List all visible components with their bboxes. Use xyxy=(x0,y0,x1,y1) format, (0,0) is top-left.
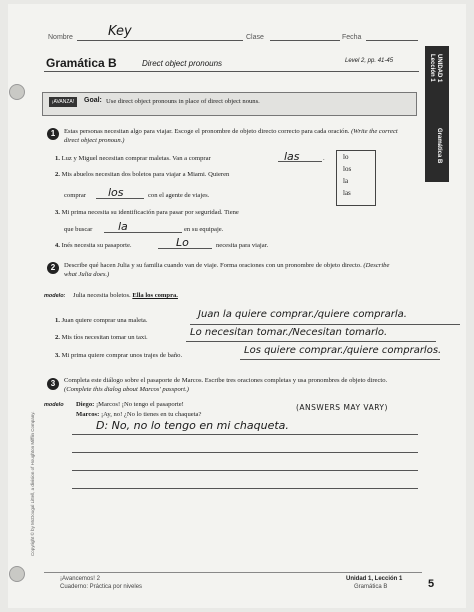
s1-item-2-number: 2. xyxy=(55,171,60,178)
s1-item-1-end: . xyxy=(323,155,325,162)
page-title: Gramática B xyxy=(46,56,117,70)
s3-answer: D: No, no lo tengo en mi chaqueta. xyxy=(96,419,289,432)
s1-item-1-number: 1. xyxy=(55,155,60,162)
s1-item-2-end: con el agente de viajes. xyxy=(148,192,210,199)
fecha-line xyxy=(366,40,418,41)
s1-item-2-lead: comprar xyxy=(64,192,86,199)
clase-label: Clase xyxy=(246,34,264,41)
copyright-text: Copyright © by McDougal Littell, a division of Houghton Mifflin Company. xyxy=(30,411,35,556)
s1-item-3-end: en su equipaje. xyxy=(184,226,224,233)
s3-line-4[interactable] xyxy=(72,488,418,489)
s2-item-2-number: 2. xyxy=(55,334,60,341)
s2-item-2-blank[interactable] xyxy=(186,341,436,342)
footer-rule xyxy=(44,572,422,573)
title-rule xyxy=(44,71,419,72)
side-tab-leccion: Lección 1 xyxy=(429,54,435,82)
side-tab-unidad: UNIDAD 1 xyxy=(436,54,442,83)
section-1-instructions xyxy=(64,127,404,145)
binder-hole-bottom xyxy=(9,566,25,582)
nombre-line xyxy=(77,40,243,41)
page-number: 5 xyxy=(428,578,435,590)
s1-item-2-answer: los xyxy=(108,186,124,199)
section-3-number: 3 xyxy=(47,378,59,390)
footer-book-title: ¡Avancemos! 2 xyxy=(60,576,100,582)
s2-item-3-answer: Los quiere comprar./quiere comprarlos. xyxy=(244,345,442,356)
s2-model-label: modelo: xyxy=(44,293,66,299)
footer-section: Gramática B xyxy=(354,584,388,590)
side-tab xyxy=(425,46,449,182)
s1-item-4-answer: Lo xyxy=(176,236,189,249)
s3-marcos-line xyxy=(76,410,201,419)
s2-item-3-blank[interactable] xyxy=(240,359,440,360)
word-bank-item: lo xyxy=(343,153,349,161)
s2-item-1 xyxy=(55,316,147,325)
s2-item-2 xyxy=(55,333,148,342)
section-3-instructions xyxy=(64,376,394,394)
footer-unit: Unidad 1, Lección 1 xyxy=(346,576,403,582)
s1-item-4 xyxy=(55,241,132,250)
s2-item-1-text: Juan quiere comprar una maleta. xyxy=(61,317,148,324)
s3-line-3[interactable] xyxy=(72,470,418,471)
s3-line-1[interactable] xyxy=(72,434,418,435)
nombre-label: Nombre xyxy=(48,34,73,41)
s1-item-1-answer: las xyxy=(284,150,300,163)
s2-item-3-number: 3. xyxy=(55,352,60,359)
section-2-number: 2 xyxy=(47,262,59,274)
section-1-instructions-en: (Write the correct direct object pronoun.) xyxy=(64,128,398,144)
footer-book-subtitle: Cuaderno: Práctica por niveles xyxy=(60,584,143,590)
s1-item-3-number: 3. xyxy=(55,209,60,216)
word-bank-item: los xyxy=(343,165,352,173)
s1-item-4-end: necesita para viajar. xyxy=(216,242,269,249)
fecha-label: Fecha xyxy=(342,34,362,41)
clase-line xyxy=(270,40,340,41)
s2-model-answer: Ella los compra. xyxy=(132,292,178,299)
s1-item-3-lead: que buscar xyxy=(64,226,93,233)
s1-item-1 xyxy=(55,154,211,163)
goal-text: Use direct object pronouns in place of direct object nouns. xyxy=(106,98,260,105)
s2-item-3-text: Mi prima quiere comprar unos trajes de baño. xyxy=(61,352,183,359)
s3-answers-note: (ANSWERS MAY VARY) xyxy=(296,403,388,412)
binder-hole-top xyxy=(9,84,25,100)
s3-diego-line xyxy=(76,400,184,409)
s2-item-2-answer: Lo necesitan tomar./Necesitan tomarlo. xyxy=(190,327,388,338)
s2-item-1-answer: Juan la quiere comprar./quiere comprarla. xyxy=(198,309,407,320)
s1-item-4-number: 4. xyxy=(55,242,60,249)
s2-model xyxy=(73,291,178,300)
s2-model-text: Julia necesita boletos. xyxy=(73,292,131,299)
s1-item-3-text: Mi prima necesita su identificación para pasar por seguridad. Tiene xyxy=(61,209,239,216)
s3-diego-label: Diego: xyxy=(76,401,95,408)
s1-item-3-blank[interactable] xyxy=(104,232,182,233)
avanza-badge: ¡AVANZA! xyxy=(49,97,77,107)
section-2-instructions-es: Describe qué hacen Julia y su familia cuando van de viaje. Forma oraciones con un pronombre de objeto directo. xyxy=(64,262,362,269)
s1-item-2-text: Mis abuelos necesitan dos boletos para viajar a Miami. Quieren xyxy=(61,171,230,178)
goal-label: Goal: xyxy=(84,97,102,104)
s3-diego-text: ¡Marcos! ¡No tengo el pasaporte! xyxy=(95,401,184,408)
s3-marcos-label: Marcos: xyxy=(76,411,100,418)
section-2-instructions xyxy=(64,261,394,279)
page-subtitle: Direct object pronouns xyxy=(142,59,223,68)
s1-item-2 xyxy=(55,170,229,179)
side-tab-gramatica: Gramática B xyxy=(436,128,442,164)
word-bank xyxy=(336,150,376,206)
s2-item-3 xyxy=(55,351,182,360)
s2-item-1-number: 1. xyxy=(55,317,60,324)
s2-item-1-blank[interactable] xyxy=(190,324,460,325)
s1-item-3 xyxy=(55,208,239,217)
nombre-value: Key xyxy=(108,24,132,39)
section-2-instructions-en: (Describe what Julia does.) xyxy=(64,262,390,278)
s3-line-2[interactable] xyxy=(72,452,418,453)
s2-item-2-text: Mis tíos necesitan tomar un taxi. xyxy=(61,334,148,341)
section-1-instructions-es: Estas personas necesitan algo para viajar. Escoge el pronombre de objeto directo correcto para cada oración. xyxy=(64,128,350,135)
word-bank-item: la xyxy=(343,177,349,185)
level-reference: Level 2, pp. 41-45 xyxy=(345,58,394,64)
section-1-number: 1 xyxy=(47,128,59,140)
s3-marcos-text: ¡Ay, no! ¿No lo tienes en tu chaqueta? xyxy=(100,411,202,418)
s1-item-3-answer: la xyxy=(118,220,128,233)
word-bank-item: las xyxy=(343,189,351,197)
section-3-instructions-es: Completa este diálogo sobre el pasaporte de Marcos. Escribe tres oraciones completas y usa pronombres de objeto directo. xyxy=(64,377,388,384)
section-3-instructions-en: (Complete this dialog about Marcos' passport.) xyxy=(64,386,189,393)
s1-item-1-text: Luz y Miguel necesitan comprar maletas. Van a comprar xyxy=(61,155,211,162)
s3-model-label: modelo xyxy=(44,402,64,408)
s1-item-4-text: Inés necesita su pasaporte. xyxy=(61,242,132,249)
